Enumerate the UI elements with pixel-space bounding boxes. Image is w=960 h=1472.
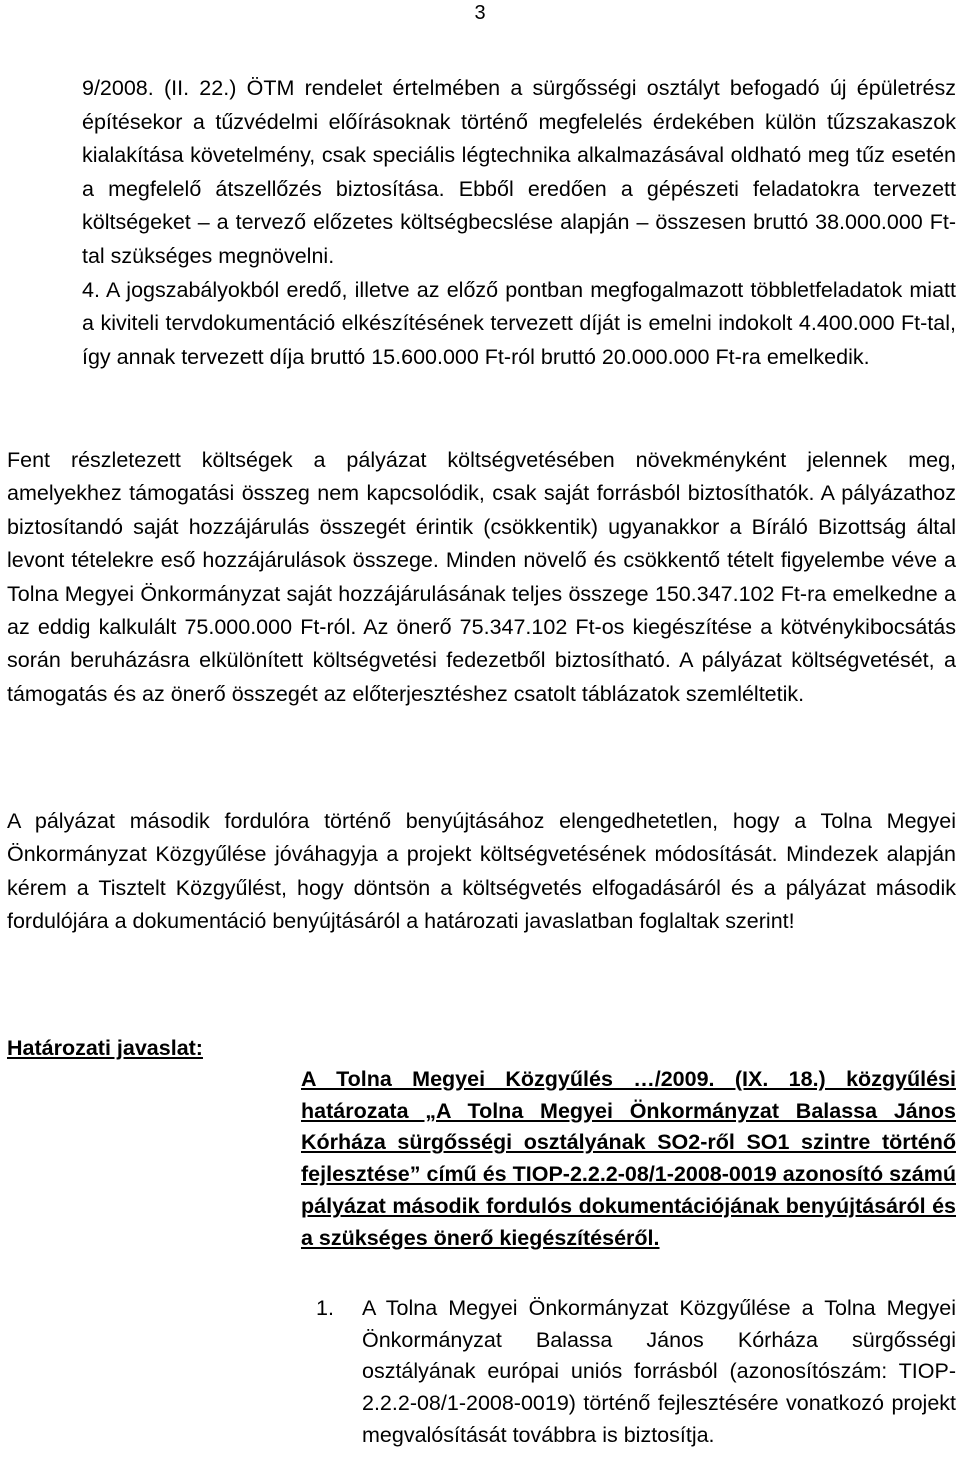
resolution-item-number: 1. bbox=[316, 1296, 334, 1320]
numbered-list-block bbox=[82, 72, 956, 374]
list-item-3-continuation: 9/2008. (II. 22.) ÖTM rendelet értelmében a sürgősségi osztályt befogadó új épületrész építésekor a tűzvédelmi előírásoknak történő megfelelés érdekében külön tűzszakaszok kialakítása követelmény, csak speciális légtechnika alkalmazásával oldható meg tűz esetén a megfelelő átszellőzés biztosítása. Ebből eredően a gépészeti feladatokra tervezett költségeket – a tervező előzetes költségbecslése alapján – összesen bruttó 38.000.000 Ft-tal szükséges megnövelni. bbox=[82, 76, 956, 268]
body-paragraph: Fent részletezett költségek a pályázat költségvetésében növekményként jelennek meg, amelyekhez támogatási összeg nem kapcsolódik, csak saját forrásból biztosíthatók. A pályázathoz biztosítandó saját hozzájárulás összegét érintik (csökkentik) ugyanakkor a Bíráló Bizottság által levont tételekre eső hozzájárulások összege. Minden növelő és csökkentő tételt figyelembe véve a Tolna Megyei Önkormányzat saját hozzájárulásának teljes összege 150.347.102 Ft-ra emelkedne a az eddig kalkulált 75.000.000 Ft-ról. Az önerő 75.347.102 Ft-os kiegészítése a kötvénykibocsátás során beruházásra elkülönített költségvetési fedezetből biztosítható. A pályázat költségvetését, a támogatás és az önerő összegét az előterjesztéshez csatolt táblázatok szemléltetik. bbox=[7, 448, 956, 706]
resolution-item bbox=[316, 1293, 956, 1452]
proposal-label: Határozati javaslat: bbox=[7, 1036, 203, 1060]
resolution-title: A Tolna Megyei Közgyűlés …/2009. (IX. 18.) közgyűlési határozata „A Tolna Megyei Önkormányzat Balassa János Kórháza sürgősségi osztályának SO2-ről SO1 szintre történő fejlesztése” című és TIOP-2.2.2-08/1-2008-0019 azonosító számú pályázat második fordulós dokumentációjának benyújtásáról és a szükséges önerő kiegészítéséről. bbox=[301, 1067, 956, 1250]
body-paragraph: A pályázat második fordulóra történő benyújtásához elengedhetetlen, hogy a Tolna Megyei Önkormányzat Közgyűlése jóváhagyja a projekt költségvetésének módosítását. Mindezek alapján kérem a Tisztelt Közgyűlést, hogy döntsön a költségvetés elfogadásáról és a pályázat második fordulójára a dokumentáció benyújtásáról a határozati javaslatban foglaltak szerint! bbox=[7, 809, 956, 934]
page-number: 3 bbox=[474, 2, 486, 24]
list-item-4: 4. A jogszabályokból eredő, illetve az előző pontban megfogalmazott többletfeladatok miatt a kiviteli tervdokumentáció elkészítésének tervezett díját is emelni indokolt 4.400.000 Ft-tal, így annak tervezett díja bruttó 15.600.000 Ft-ról bruttó 20.000.000 Ft-ra emelkedik. bbox=[82, 277, 956, 369]
resolution-item-text: A Tolna Megyei Önkormányzat Közgyűlése a Tolna Megyei Önkormányzat Balassa János Kórháza sürgősségi osztályának európai uniós forrásból (azonosítószám: TIOP-2.2.2-08/1-2008-0019) történő fejlesztésére vonatkozó projekt megvalósítását továbbra is biztosítja. bbox=[362, 1296, 956, 1447]
